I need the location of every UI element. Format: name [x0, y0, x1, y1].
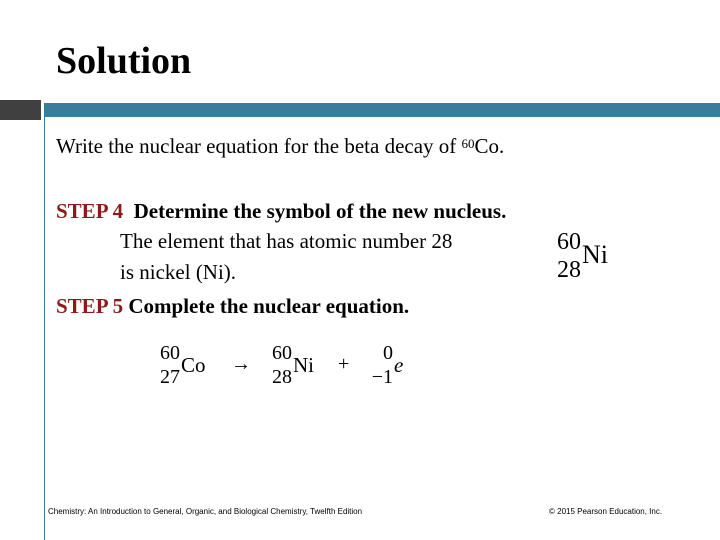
title-bar-accent	[44, 103, 720, 117]
nuclear-equation	[155, 340, 415, 392]
product-nickel-nuclide	[267, 340, 314, 392]
beta-atomic-number: −1	[371, 366, 393, 388]
step4-label: STEP 4	[56, 199, 124, 223]
nickel-nuclide	[550, 228, 608, 288]
plus-sign: +	[338, 353, 350, 375]
reactant-mass-number: 60	[160, 342, 180, 364]
product-nickel-symbol: Ni	[293, 353, 314, 377]
step4-line1: The element that has atomic number 28	[120, 229, 453, 253]
intro-text: Write the nuclear equation for the beta decay of	[56, 134, 462, 158]
footer-copyright: © 2015 Pearson Education, Inc.	[549, 507, 663, 516]
product-nickel-atomic-number: 28	[272, 366, 292, 388]
intro-symbol: Co.	[474, 134, 505, 158]
nickel-symbol: Ni	[582, 240, 608, 269]
intro-mass-number: 60	[461, 136, 475, 151]
intro-line	[56, 133, 504, 159]
beta-particle-nuclide	[367, 340, 404, 392]
step5-text: Complete the nuclear equation.	[128, 294, 410, 318]
footer-citation: Chemistry: An Introduction to General, Organic, and Biological Chemistry, Twelfth Edition	[48, 507, 363, 516]
reaction-arrow: →	[231, 353, 251, 375]
nickel-atomic-number: 28	[557, 257, 581, 283]
step5-label: STEP 5	[56, 294, 124, 318]
product-nickel-mass-number: 60	[272, 342, 292, 364]
left-rule	[44, 117, 45, 540]
nickel-mass-number: 60	[557, 229, 581, 255]
beta-mass-number: 0	[383, 342, 393, 364]
beta-symbol: e	[394, 353, 404, 377]
step4-text: Determine the symbol of the new nucleus.	[133, 199, 507, 223]
step4-line2: is nickel (Ni).	[120, 260, 237, 284]
step4-heading	[56, 198, 506, 224]
step5-heading	[56, 293, 409, 319]
reactant-symbol: Co	[181, 353, 206, 377]
slide-title: Solution	[56, 40, 192, 82]
reactant-nuclide	[155, 340, 206, 392]
reactant-atomic-number: 27	[160, 366, 180, 388]
title-bar-dark	[0, 100, 41, 120]
